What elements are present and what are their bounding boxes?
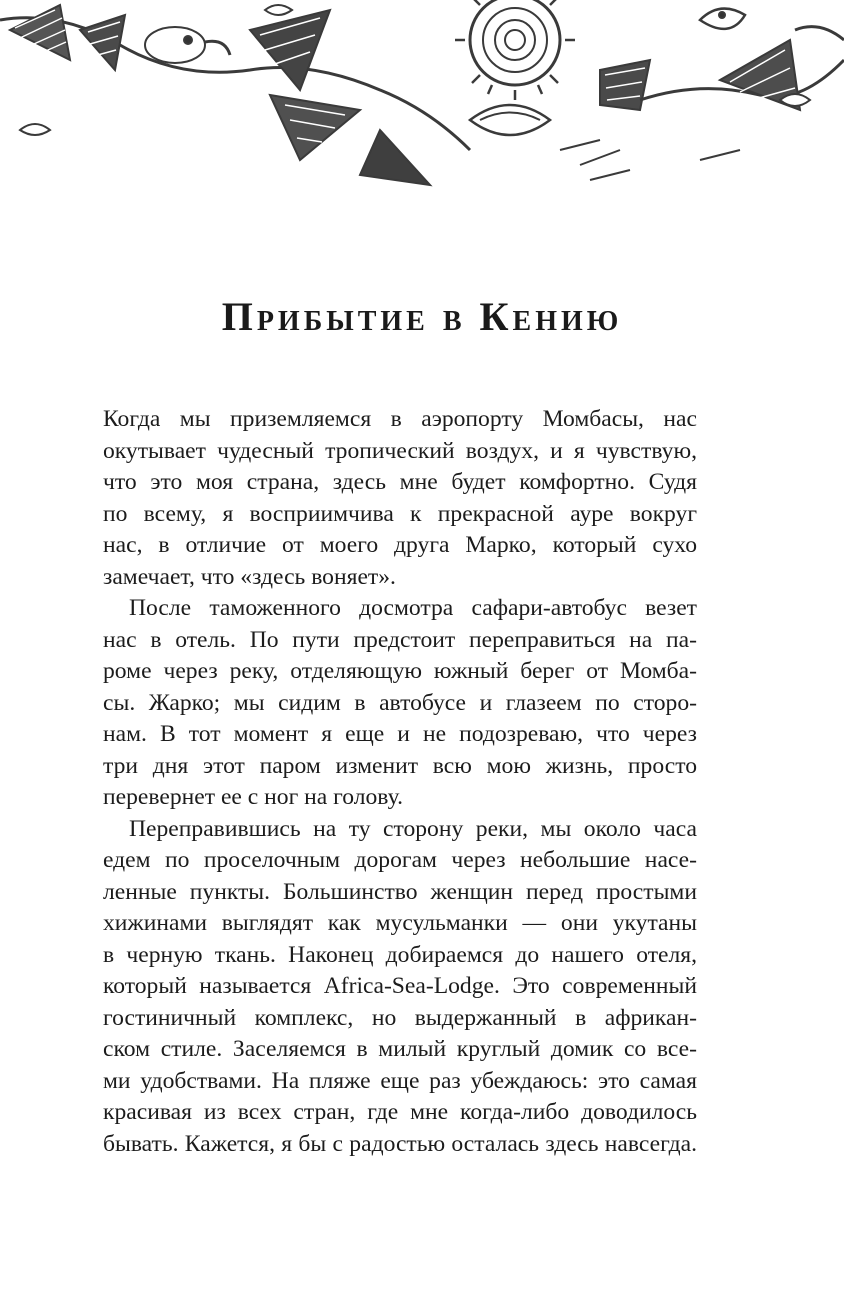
text-line: который называется Africa-Sea-Lodge. Это современный [103, 973, 697, 999]
text-line: нас в отель. По пути предстоит переправиться на па- [103, 626, 697, 653]
text-line: что это моя страна, здесь мне будет комфортно. Судя [103, 469, 697, 495]
text-line: перевернет ее с ног на голову. [103, 784, 403, 810]
text-line: нас, в отличие от моего друга Марко, который сухо [103, 532, 697, 558]
text-line: бывать. Кажется, я бы с радостью осталась здесь навсегда. [103, 1130, 697, 1157]
text-line: нам. В тот момент я еще и не подозреваю, что через [103, 721, 697, 747]
text-line: красивая из всех стран, где мне когда-либо доводилось [103, 1099, 697, 1125]
text-line: едем по проселочным дорогам через небольшие насе- [103, 847, 697, 873]
text-line: ском стиле. Заселяемся в милый круглый домик со все- [103, 1036, 697, 1062]
header-ornament-illustration [0, 0, 844, 200]
text-line: сы. Жарко; мы сидим в автобусе и глазеем по сторо- [103, 689, 697, 716]
text-line: хижинами выглядят как мусульманки — они укутаны [103, 910, 697, 936]
decorative-sun-birds-illustration-icon [0, 0, 844, 185]
text-line: ми удобствами. На пляже еще раз убеждаюсь: это самая [103, 1067, 697, 1094]
text-line: по всему, я восприимчива к прекрасной ауре вокруг [103, 500, 697, 527]
text-line: в черную ткань. Наконец добираемся до нашего отеля, [103, 941, 697, 968]
text-line: роме через реку, отделяющую южный берег от Момба- [103, 658, 697, 684]
text-line: ленные пункты. Большинство женщин перед простыми [103, 878, 697, 905]
text-line: гостиничный комплекс, но выдержанный в африкан- [103, 1004, 697, 1031]
body-text [103, 404, 697, 1160]
text-line: Когда мы приземляемся в аэропорту Момбасы, нас [103, 406, 697, 432]
text-line: три дня этот паром изменит всю мою жизнь, просто [103, 752, 697, 779]
text-line: После таможенного досмотра сафари-автобус везет [129, 595, 697, 621]
text-line: замечает, что «здесь воняет». [103, 563, 396, 590]
text-line: Переправившись на ту сторону реки, мы около часа [129, 815, 697, 842]
chapter-title: Прибытие в Кению [221, 294, 623, 339]
text-line: окутывает чудесный тропический воздух, и я чувствую, [103, 437, 697, 464]
